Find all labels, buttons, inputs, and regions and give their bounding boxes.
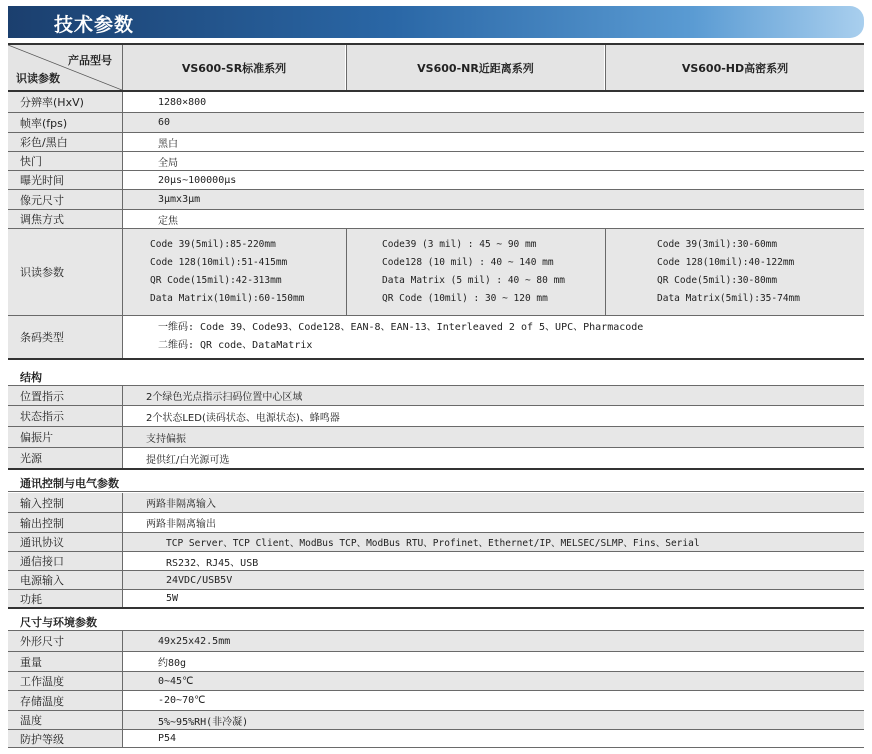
row-label: 光源: [8, 448, 122, 468]
table-row: [8, 427, 864, 448]
header-model-sr: VS600-SR标准系列: [123, 45, 345, 90]
row-label: 温度: [8, 711, 122, 729]
table-row: [8, 672, 864, 691]
row-label: 帧率(fps): [8, 113, 122, 132]
row-value: 1280×800: [158, 96, 207, 108]
table-row: [8, 711, 864, 730]
section-title: 结构: [8, 365, 864, 386]
row-label: 识读参数: [8, 229, 122, 315]
row-value: 24VDC/USB5V: [166, 574, 233, 586]
header-divider: [605, 45, 606, 90]
header-model-hd: VS600-HD高密系列: [606, 45, 864, 90]
table-row: [8, 652, 864, 672]
table-row: [8, 513, 864, 533]
read-params-sr: Code 39(5mil):85-220mm Code 128(10mil):51-415mm QR Code(15mil):42-313mm Data Matrix(10mil):60-150mm: [150, 239, 305, 304]
row-label: 工作温度: [8, 672, 122, 690]
corner-label-model: 产品型号: [68, 54, 112, 67]
row-value: 0~45℃: [158, 675, 194, 687]
table-row: [8, 730, 864, 748]
row-value: 黑白: [158, 138, 178, 150]
row-label: 曝光时间: [8, 171, 122, 189]
row-value: 两路非隔离输出: [146, 519, 216, 530]
header-divider: [346, 45, 347, 90]
row-label: 输入控制: [8, 493, 122, 512]
row-label: 快门: [8, 152, 122, 170]
row-value: P54: [158, 733, 177, 744]
table-row: [8, 552, 864, 571]
row-label: 电源输入: [8, 571, 122, 589]
row-label: 输出控制: [8, 513, 122, 532]
header-diagonal: [8, 45, 122, 90]
read-params-nr: Code39 (3 mil) : 45 ~ 90 mm Code128 (10 mil) : 40 ~ 140 mm Data Matrix (5 mil) : 40 ~ 80 mm QR Code (10mil) : 30 ~ 120 mm: [382, 239, 566, 304]
row-value: 支持偏振: [146, 433, 186, 445]
row-value: 全局: [158, 157, 178, 169]
read-params-row: [8, 229, 864, 316]
row-label: 重量: [8, 652, 122, 671]
table-row: [8, 590, 864, 609]
row-label: 状态指示: [8, 406, 122, 426]
row-value: 约80g: [158, 658, 187, 669]
section-title: 尺寸与环境参数: [8, 610, 864, 631]
row-label: 像元尺寸: [8, 190, 122, 209]
row-value: RS232、RJ45、USB: [166, 557, 259, 569]
row-label: 位置指示: [8, 386, 122, 405]
corner-label-read-params: 识读参数: [16, 72, 60, 85]
row-label: 偏振片: [8, 427, 122, 447]
row-value: 60: [158, 117, 171, 128]
row-value: 49x25x42.5mm: [158, 635, 231, 647]
row-value: 提供红/白光源可选: [146, 454, 230, 466]
row-label: 功耗: [8, 590, 122, 607]
row-label: 通讯协议: [8, 533, 122, 551]
row-label: 通信接口: [8, 552, 122, 570]
table-row: [8, 92, 864, 113]
table-row: [8, 386, 864, 406]
row-value: 20μs~100000μs: [158, 174, 237, 186]
barcode-row: [8, 316, 864, 360]
header-model-nr: VS600-NR近距离系列: [347, 45, 604, 90]
table-row: [8, 190, 864, 210]
table-row: [8, 133, 864, 152]
row-value: 5%~95%RH(非冷凝): [158, 716, 249, 728]
section-title: 通讯控制与电气参数: [8, 471, 864, 492]
barcode-types: 一维码: Code 39、Code93、Code128、EAN-8、EAN-13、Interleaved 2 of 5、UPC、Pharmacode 二维码: QR code、DataMatrix: [158, 322, 644, 351]
table-row: [8, 448, 864, 470]
table-row: [8, 210, 864, 229]
header-divider: [122, 45, 123, 90]
table-row: [8, 406, 864, 427]
table-row: [8, 691, 864, 711]
row-value: 5W: [166, 593, 179, 604]
row-label: 彩色/黑白: [8, 133, 122, 151]
table-row: [8, 631, 864, 652]
title-banner: [8, 6, 864, 38]
row-label: 存储温度: [8, 691, 122, 710]
table-row: [8, 113, 864, 133]
read-params-hd: Code 39(3mil):30-60mm Code 128(10mil):40-122mm QR Code(5mil):30-80mm Data Matrix(5mil):35-74mm: [657, 239, 800, 304]
row-label: 调焦方式: [8, 210, 122, 228]
page-title: 技术参数: [54, 14, 135, 36]
row-value: -20~70℃: [158, 695, 206, 706]
table-row: [8, 571, 864, 590]
row-value: TCP Server、TCP Client、ModBus TCP、ModBus RTU、Profinet、Ethernet/IP、MELSEC/SLMP、Fins、Serial: [166, 538, 700, 549]
table-row: [8, 152, 864, 171]
row-value: 2个绿色光点指示扫码位置中心区域: [146, 392, 303, 403]
table-row: [8, 493, 864, 513]
row-label: 分辨率(HxV): [8, 92, 122, 112]
row-label: 外形尺寸: [8, 631, 122, 651]
table-row: [8, 171, 864, 190]
row-value: 2个状态LED(读码状态、电源状态)、蜂鸣器: [146, 412, 340, 424]
row-label: 条码类型: [8, 316, 122, 358]
row-value: 3μmx3μm: [158, 194, 201, 205]
row-value: 定焦: [158, 215, 178, 227]
table-row: [8, 533, 864, 552]
row-label: 防护等级: [8, 730, 122, 747]
row-value: 两路非隔离输入: [146, 499, 216, 510]
